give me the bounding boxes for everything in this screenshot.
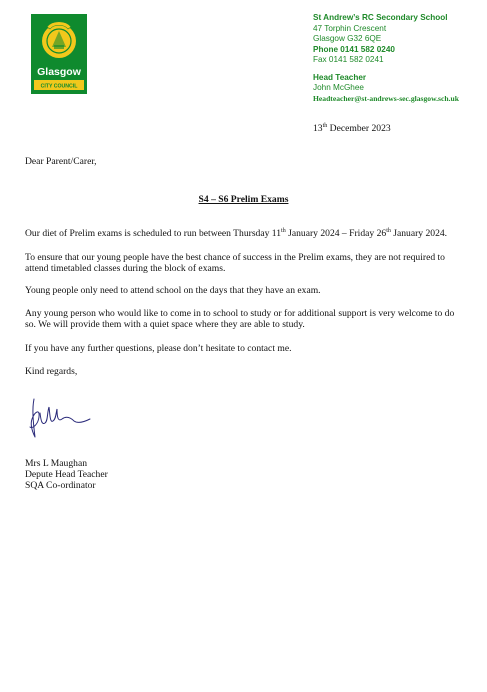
head-teacher-email[interactable]: Headteacher@st-andrews-sec.glasgow.sch.uk xyxy=(313,93,459,103)
paragraph-attendance: Young people only need to attend school on the days that they have an exam. xyxy=(25,285,321,296)
letter-date xyxy=(313,123,391,134)
school-fax: Fax 0141 582 0241 xyxy=(313,55,384,65)
school-name: St Andrew’s RC Secondary School xyxy=(313,13,448,22)
signatory-name: Mrs L Maughan xyxy=(25,458,87,469)
head-teacher-name: John McGhee xyxy=(313,83,364,93)
date-suffix: th xyxy=(322,122,328,129)
school-address-line-2: Glasgow G32 6QE xyxy=(313,34,382,44)
logo-secondary-text: CITY COUNCIL xyxy=(40,83,78,90)
school-details xyxy=(313,13,483,66)
paragraph-study-support: Any young person who would like to come in to school to study or for additional support is very welcome to do so. We will provide them with a quiet space where they are able to study. xyxy=(25,308,455,331)
letter-subject: S4 – S6 Prelim Exams xyxy=(198,194,289,205)
school-phone: Phone 0141 582 0240 xyxy=(313,44,395,54)
p1-text-2: January 2024 – Friday 26 xyxy=(285,228,387,239)
salutation: Dear Parent/Carer, xyxy=(25,156,97,167)
glasgow-city-council-logo xyxy=(31,14,87,94)
signatory-block xyxy=(25,458,108,491)
p1-sup-1: th xyxy=(281,227,286,234)
p1-text-3: January 2024. xyxy=(390,228,448,239)
paragraph-questions: If you have any further questions, please don’t hesitate to contact me. xyxy=(25,343,292,354)
signatory-role-2: SQA Co-ordinator xyxy=(25,480,96,491)
date-day: 13 xyxy=(313,123,323,134)
head-teacher-title: Head Teacher xyxy=(313,73,367,82)
head-teacher-details xyxy=(313,73,483,104)
paragraph-classes: To ensure that our young people have the best chance of success in the Prelim exams, they are not required to attend timetabled classes during the block of exams. xyxy=(25,252,445,275)
logo-primary-text: Glasgow xyxy=(37,66,81,78)
p1-sup-2: th xyxy=(386,227,391,234)
school-address-line-1: 47 Torphin Crescent xyxy=(313,23,387,33)
signatory-role: Depute Head Teacher xyxy=(25,469,108,480)
handwritten-signature xyxy=(26,397,96,443)
p1-text-1: Our diet of Prelim exams is scheduled to run between Thursday 11 xyxy=(25,228,282,239)
closing: Kind regards, xyxy=(25,366,78,377)
date-rest: December 2023 xyxy=(327,123,391,134)
paragraph-exam-dates xyxy=(25,228,465,239)
